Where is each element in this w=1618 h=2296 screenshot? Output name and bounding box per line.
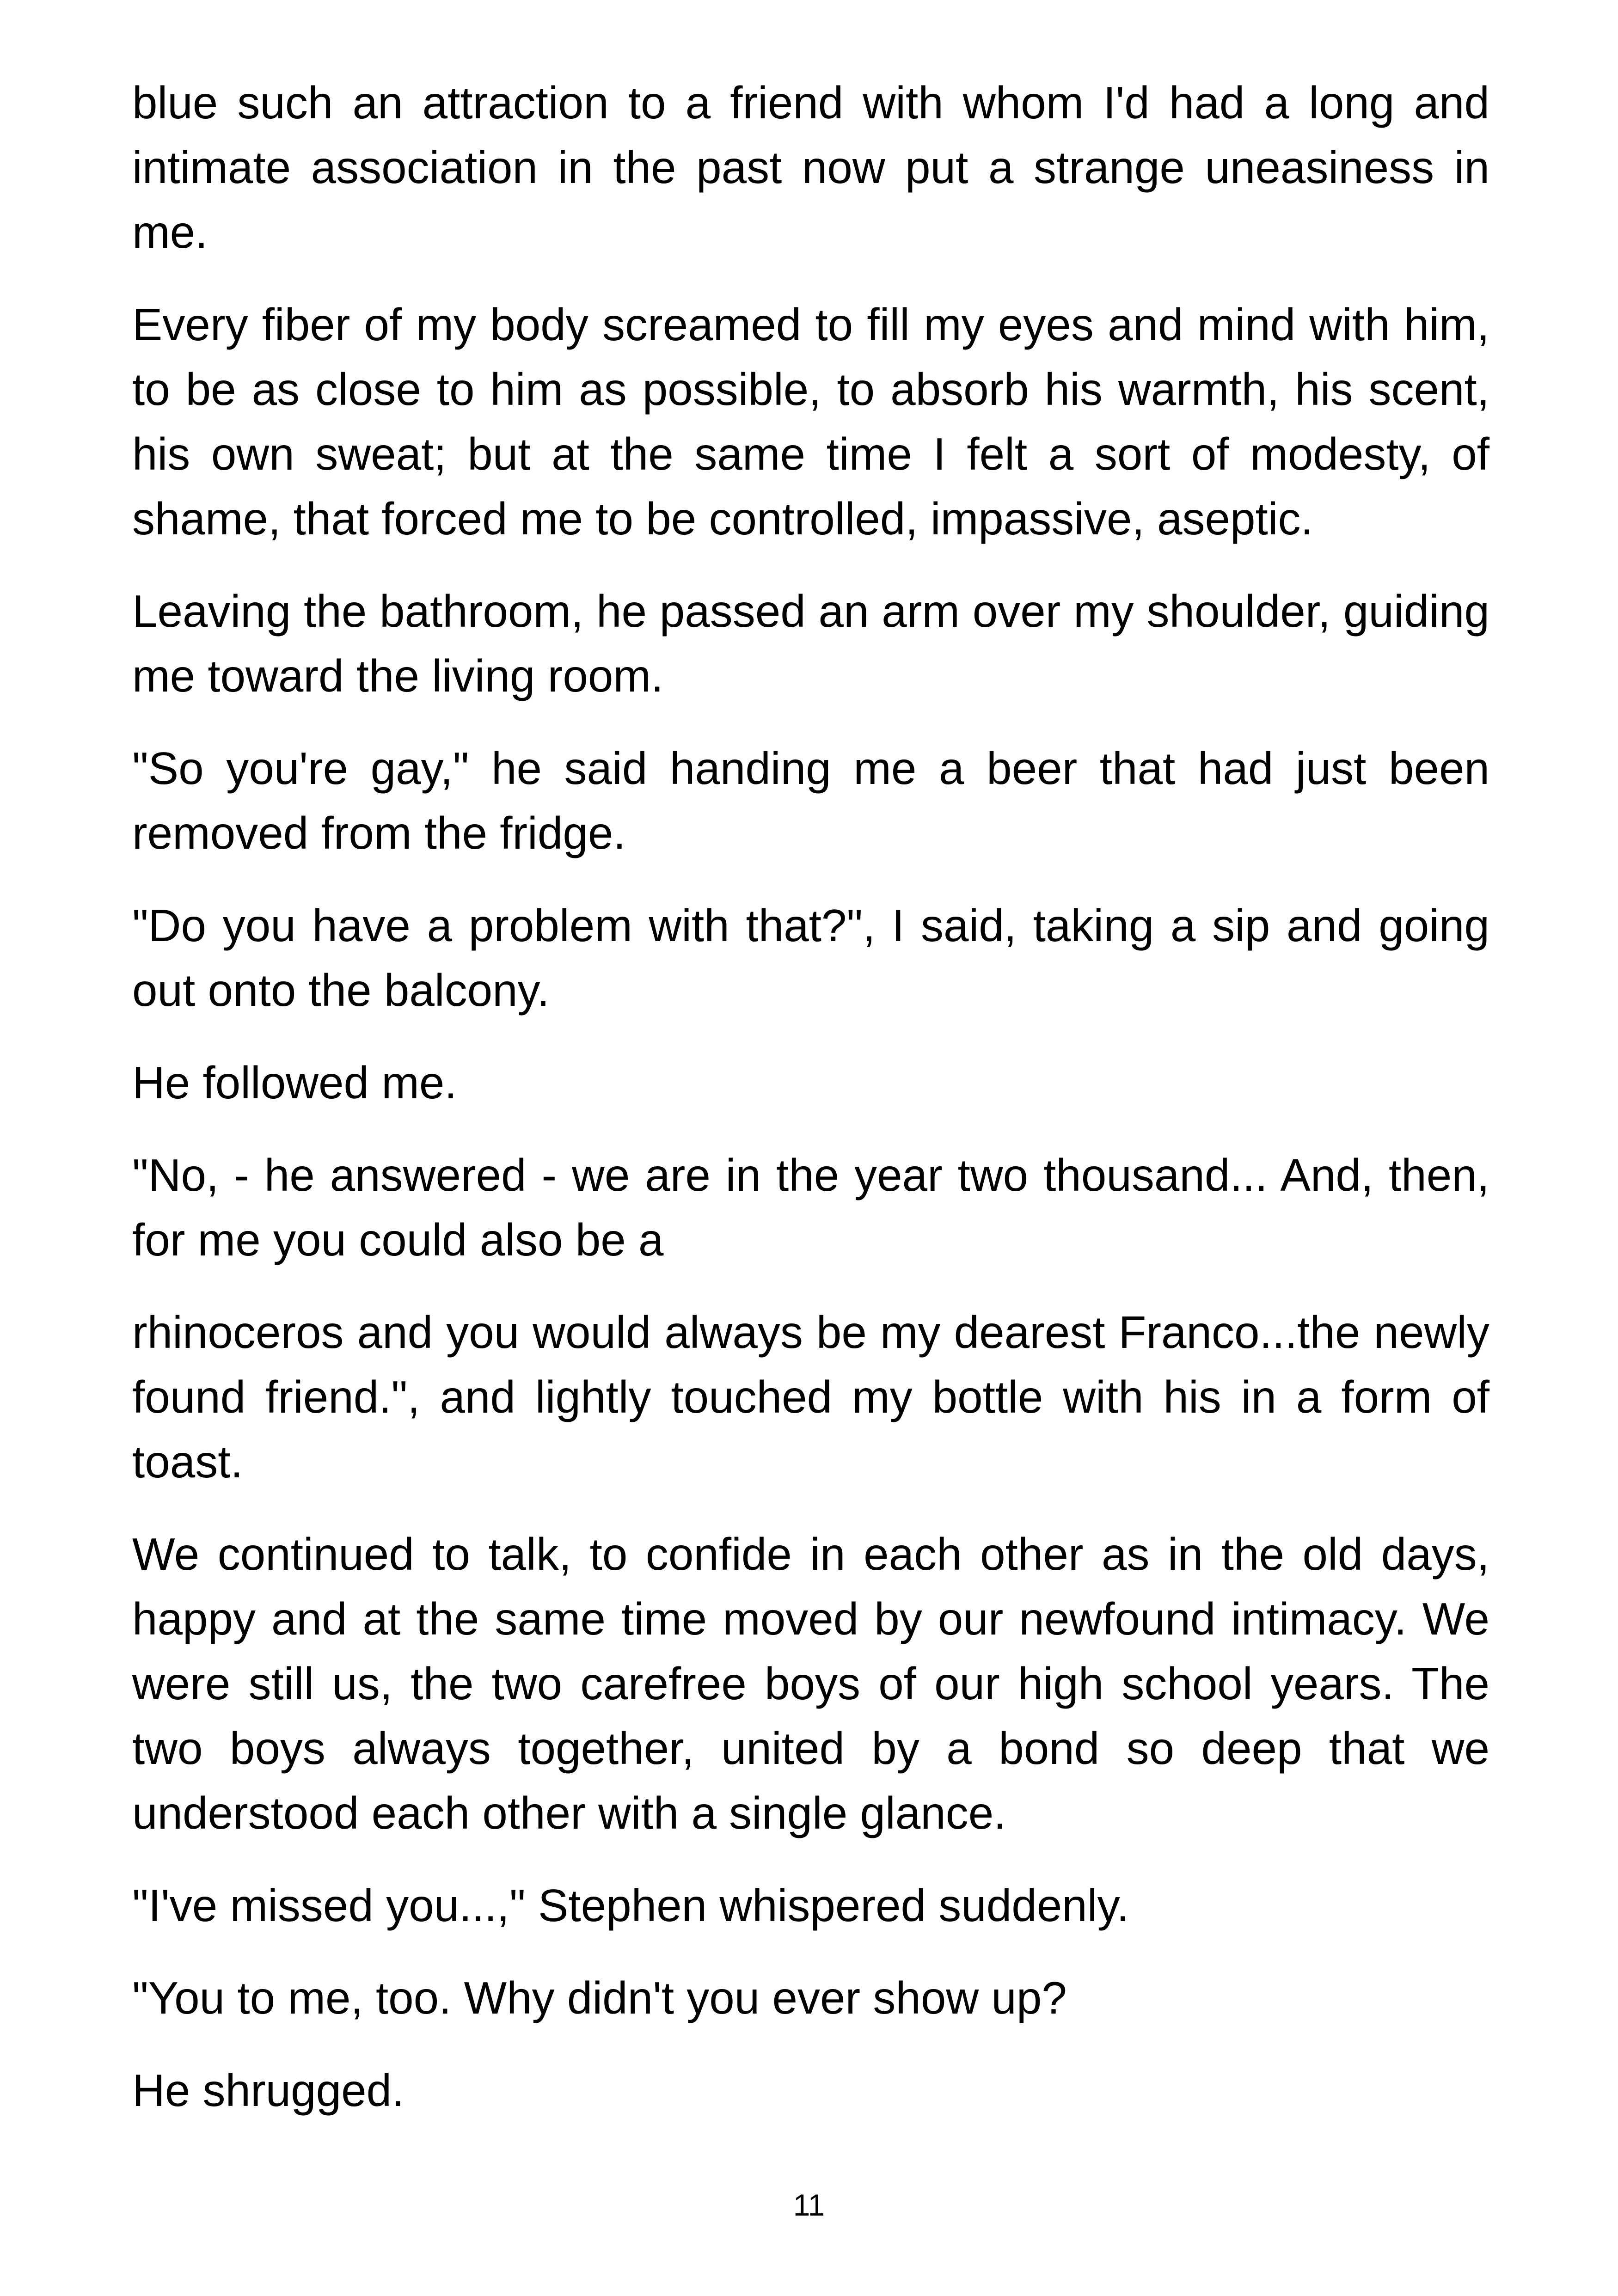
paragraph: He followed me. — [132, 1057, 457, 1108]
paragraph: Leaving the bathroom, he passed an arm over my shoulder, guiding me toward the living room. — [132, 586, 1489, 701]
paragraph: "I've missed you...," Stephen whispered suddenly. — [132, 1880, 1129, 1931]
body-text — [132, 70, 1489, 2150]
paragraph: Every fiber of my body screamed to fill my eyes and mind with him, to be as close to him as possible, to absorb his warmth, his scent, his own sweat; but at the same time I felt a sort of modesty, of shame, that forced me to be controlled, impassive, aseptic. — [132, 299, 1489, 544]
paragraph: "So you're gay," he said handing me a beer that had just been removed from the fridge. — [132, 743, 1489, 858]
paragraph: He shrugged. — [132, 2065, 404, 2116]
paragraph: "Do you have a problem with that?", I said, taking a sip and going out onto the balcony. — [132, 900, 1489, 1016]
paragraph: We continued to talk, to confide in each other as in the old days, happy and at the same time moved by our newfound intimacy. We were still us, the two carefree boys of our high school years. The two boys always together, united by a bond so deep that we understood each other with a single glance. — [132, 1529, 1489, 1838]
paragraph: "You to me, too. Why didn't you ever show up? — [132, 1972, 1067, 2023]
paragraph: rhinoceros and you would always be my dearest Franco...the newly found friend.", and lightly touched my bottle with his in a form of toast. — [132, 1307, 1489, 1487]
paragraph: "No, - he answered - we are in the year two thousand... And, then, for me you could also be a — [132, 1150, 1489, 1265]
paragraph: blue such an attraction to a friend with whom I'd had a long and intimate association in the past now put a strange uneasiness in me. — [132, 77, 1489, 257]
page-number: 11 — [793, 2188, 825, 2222]
